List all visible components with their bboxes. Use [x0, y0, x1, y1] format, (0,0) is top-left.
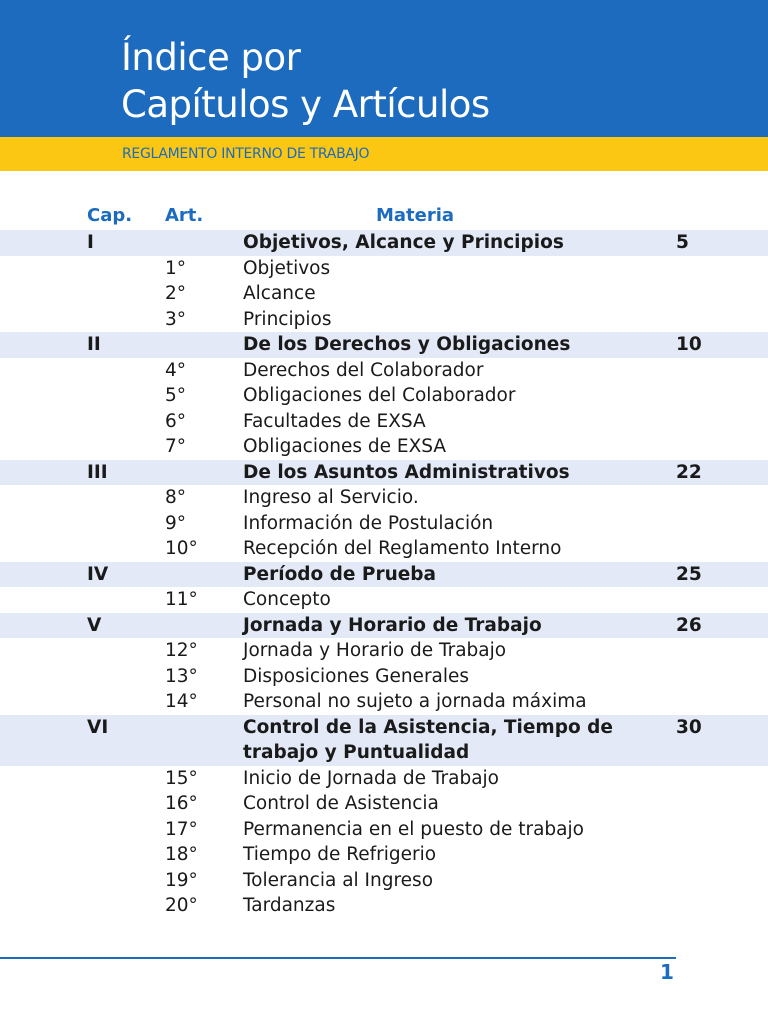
chapter-page-number: 5 — [676, 232, 689, 253]
article-row — [0, 842, 768, 868]
chapter-number: V — [87, 614, 102, 636]
article-number: 18° — [165, 844, 198, 865]
article-number: 12° — [165, 640, 198, 661]
article-title: Obligaciones de EXSA — [243, 436, 447, 457]
article-row — [0, 587, 768, 613]
article-title: Objetivos — [243, 257, 331, 279]
article-number: 5° — [165, 385, 187, 406]
article-row — [0, 256, 768, 282]
article-title: Control de Asistencia — [243, 793, 439, 814]
article-row — [0, 868, 768, 894]
chapter-title-continued: trabajo y Puntualidad — [243, 742, 470, 763]
article-number: 17° — [165, 818, 198, 840]
article-number: 8° — [165, 487, 187, 508]
article-row — [0, 536, 768, 562]
column-header-cap: Cap. — [87, 205, 133, 226]
article-title: Alcance — [243, 283, 316, 304]
article-number: 11° — [165, 589, 198, 610]
page-subtitle: REGLAMENTO INTERNO DE TRABAJO — [122, 146, 370, 162]
article-number: 13° — [165, 665, 198, 687]
article-row — [0, 689, 768, 715]
article-row — [0, 307, 768, 333]
page-title-line-1: Índice por — [121, 36, 301, 79]
page-title-line-2: Capítulos y Artículos — [121, 83, 490, 126]
article-title: Facultades de EXSA — [243, 410, 426, 432]
article-row — [0, 766, 768, 792]
article-title: Ingreso al Servicio. — [243, 487, 419, 508]
chapter-row — [0, 715, 768, 766]
chapter-page-number: 25 — [676, 563, 702, 585]
chapter-row — [0, 332, 768, 358]
article-title: Obligaciones del Colaborador — [243, 385, 516, 406]
article-title: Concepto — [243, 589, 331, 610]
article-title: Disposiciones Generales — [243, 665, 470, 687]
article-row — [0, 485, 768, 511]
chapter-number: VI — [87, 716, 109, 738]
article-number: 10° — [165, 538, 198, 559]
article-title: Permanencia en el puesto de trabajo — [243, 818, 584, 840]
chapter-number: III — [87, 461, 108, 483]
article-row — [0, 409, 768, 435]
article-number: 16° — [165, 793, 198, 814]
chapter-title: De los Asuntos Administrativos — [243, 461, 570, 483]
article-number: 4° — [165, 359, 187, 381]
article-row — [0, 817, 768, 843]
article-number: 3° — [165, 308, 187, 330]
article-row — [0, 791, 768, 817]
chapter-row — [0, 613, 768, 639]
article-number: 15° — [165, 767, 198, 789]
article-title: Tolerancia al Ingreso — [243, 869, 434, 891]
article-row — [0, 893, 768, 919]
article-title: Recepción del Reglamento Interno — [243, 538, 562, 559]
article-number: 6° — [165, 410, 187, 432]
article-row — [0, 511, 768, 537]
article-title: Derechos del Colaborador — [243, 359, 484, 381]
article-title: Inicio de Jornada de Trabajo — [243, 767, 499, 789]
chapter-title: Control de la Asistencia, Tiempo de — [243, 716, 613, 738]
chapter-number: II — [87, 334, 101, 355]
article-title: Tardanzas — [243, 895, 336, 916]
chapter-row — [0, 562, 768, 588]
article-title: Información de Postulación — [243, 512, 494, 534]
article-number: 7° — [165, 436, 187, 457]
article-title: Principios — [243, 308, 332, 330]
article-title: Jornada y Horario de Trabajo — [243, 640, 507, 661]
footer-divider — [0, 957, 676, 959]
article-row — [0, 638, 768, 664]
column-header-art: Art. — [165, 205, 204, 226]
chapter-row — [0, 230, 768, 256]
article-number: 19° — [165, 869, 198, 891]
article-number: 1° — [165, 257, 187, 279]
chapter-page-number: 30 — [676, 716, 702, 738]
chapter-title: Objetivos, Alcance y Principios — [243, 232, 564, 253]
page-number: 1 — [660, 960, 674, 984]
article-row — [0, 358, 768, 384]
chapter-title: Jornada y Horario de Trabajo — [243, 614, 542, 636]
article-number: 14° — [165, 691, 198, 712]
subtitle-band — [0, 137, 768, 171]
column-header-materia: Materia — [376, 205, 455, 226]
chapter-title: Período de Prueba — [243, 563, 437, 585]
chapter-row — [0, 460, 768, 486]
article-row — [0, 434, 768, 460]
article-row — [0, 664, 768, 690]
chapter-number: IV — [87, 563, 109, 585]
article-number: 9° — [165, 512, 187, 534]
chapter-page-number: 10 — [676, 334, 702, 355]
article-number: 20° — [165, 895, 198, 916]
article-row — [0, 281, 768, 307]
chapter-page-number: 26 — [676, 614, 702, 636]
article-title: Tiempo de Refrigerio — [243, 844, 437, 865]
chapter-number: I — [87, 232, 94, 253]
chapter-page-number: 22 — [676, 461, 702, 483]
article-number: 2° — [165, 283, 187, 304]
article-row — [0, 383, 768, 409]
chapter-title: De los Derechos y Obligaciones — [243, 334, 571, 355]
article-title: Personal no sujeto a jornada máxima — [243, 691, 587, 712]
